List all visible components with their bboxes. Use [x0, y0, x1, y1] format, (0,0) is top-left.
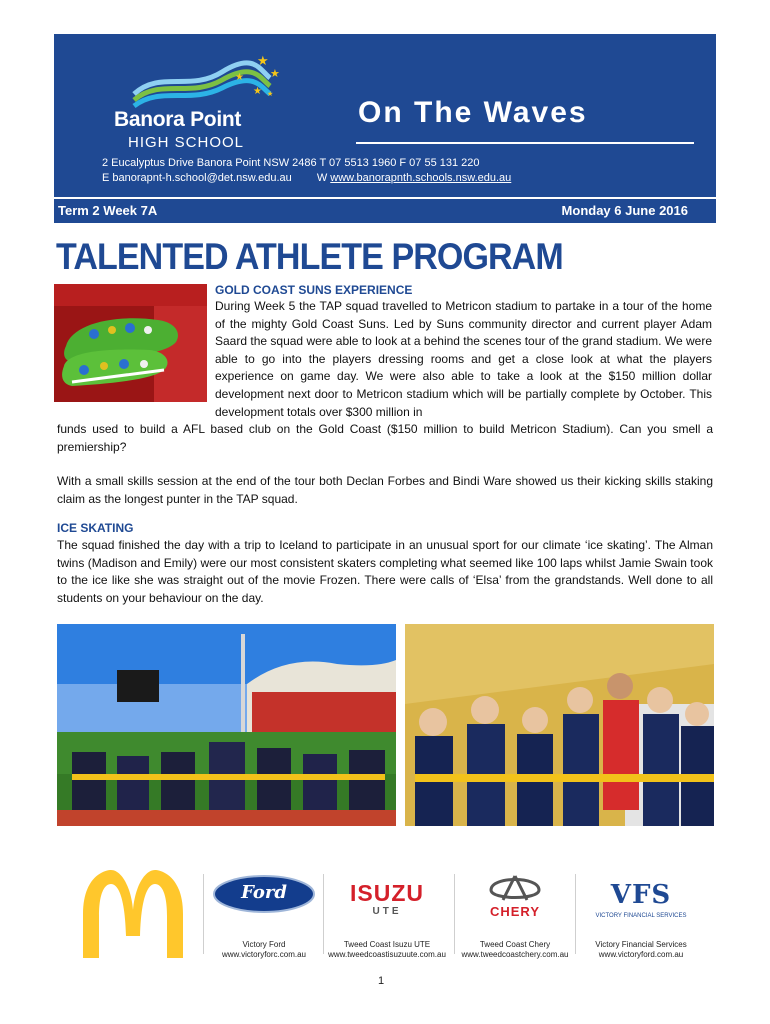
- paragraph-tour: During Week 5 the TAP squad travelled to Metricon stadium to partake in a tour of the home of the mighty Gold Coast Suns. Led by Suns community director and current player Adam Saard the squad were able to look at a behind the scenes tour of the grand stadium. We were able to go into the players dressing rooms and get a close look at what the players experience on game day. We were also able to take a look at the $150 million dollar development next door to Metricon stadium which will be partially complete by October. This development totals over $300 million in: [215, 299, 712, 419]
- sponsor-name: Tweed Coast Isuzu UTE: [343, 940, 431, 949]
- sponsor-vfs[interactable]: [577, 870, 705, 960]
- address-line: 2 Eucalyptus Drive Banora Point NSW 2486 T 07 5513 1960 F 07 55 131 220: [102, 157, 480, 169]
- sponsor-url[interactable]: www.victoryford.com.au: [598, 950, 684, 959]
- stadium-field-photo: [57, 624, 396, 826]
- group-photo: [405, 624, 714, 826]
- term-week: Term 2 Week 7A: [58, 203, 158, 218]
- sponsor-name: Victory Ford: [242, 940, 286, 949]
- paragraph-tour-continued: funds used to build a AFL based club on the Gold Coast ($150 million to build Metricon Stadium). Can you smell a premiership?: [57, 422, 713, 454]
- sponsor-chery[interactable]: [451, 870, 579, 960]
- chery-logo-icon: [451, 870, 579, 906]
- svg-text:★: ★: [253, 86, 262, 97]
- term-bar: [54, 197, 716, 223]
- newsletter-header: [54, 34, 716, 197]
- football-boots-photo: [54, 284, 207, 402]
- svg-text:★: ★: [267, 91, 274, 98]
- svg-text:★: ★: [257, 53, 269, 68]
- sponsor-ford[interactable]: [200, 870, 328, 960]
- svg-text:★: ★: [270, 68, 280, 80]
- ford-logo-text: Ford: [241, 882, 287, 903]
- school-subtitle: HIGH SCHOOL: [128, 134, 245, 151]
- newsletter-title: On The Waves: [358, 96, 588, 129]
- sponsor-url[interactable]: www.victoryforc.com.au: [221, 950, 307, 959]
- paragraph-skills: With a small skills session at the end of the tour both Declan Forbes and Bindi Ware showed us their kicking skills staking claim as the longest punter in the TAP squad.: [57, 474, 713, 506]
- school-logo: [110, 52, 300, 162]
- isuzu-logo-text: ISUZU: [350, 880, 424, 906]
- section-heading-gold-coast-suns: GOLD COAST SUNS EXPERIENCE: [215, 283, 413, 297]
- email-line: E banorapnt-h.school@det.nsw.edu.au: [102, 172, 292, 184]
- isuzu-ute-text: UTE: [372, 906, 402, 917]
- sponsor-name: Victory Financial Services: [595, 940, 687, 949]
- sponsor-isuzu[interactable]: [323, 870, 451, 960]
- contact-details: [102, 156, 511, 186]
- section-heading-ice-skating: ICE SKATING: [57, 521, 134, 535]
- web-prefix: W: [316, 172, 331, 184]
- sponsor-divider: [575, 874, 576, 954]
- vfs-logo-subtext: VICTORY FINANCIAL SERVICES: [595, 913, 687, 919]
- page-number: 1: [378, 975, 385, 987]
- issue-date: Monday 6 June 2016: [561, 203, 688, 218]
- school-name: Banora Point: [114, 108, 242, 131]
- sponsor-url[interactable]: www.tweedcoastchery.com.au: [461, 950, 569, 959]
- vfs-logo-text: VFS: [610, 880, 672, 910]
- chery-logo-text: CHERY: [489, 904, 541, 919]
- website-link[interactable]: www.banorapnth.schools.nsw.edu.au: [330, 172, 512, 184]
- sponsor-strip: [57, 864, 717, 964]
- school-logo-waves-icon: [110, 52, 300, 112]
- sponsor-url[interactable]: www.tweedcoastisuzuute.com.au: [328, 950, 446, 959]
- svg-text:★: ★: [235, 72, 244, 83]
- sponsor-name: Tweed Coast Chery: [479, 940, 551, 949]
- title-divider: [356, 142, 694, 144]
- mcdonalds-logo: [77, 866, 189, 958]
- paragraph-ice-skating: The squad finished the day with a trip to Iceland to participate in an unusual sport for our climate ‘ice skating’. The Alman twins (Madison and Emily) were our most consistent skaters completing what seemed like 100 laps whilst Jamie Swain took to the ice like she was straight out of the movie Frozen. There were calls of ‘Elsa’ from the grandstands. Well done to all students on your behaviour on the day.: [57, 538, 713, 605]
- article-headline: TALENTED ATHLETE PROGRAM: [56, 236, 563, 277]
